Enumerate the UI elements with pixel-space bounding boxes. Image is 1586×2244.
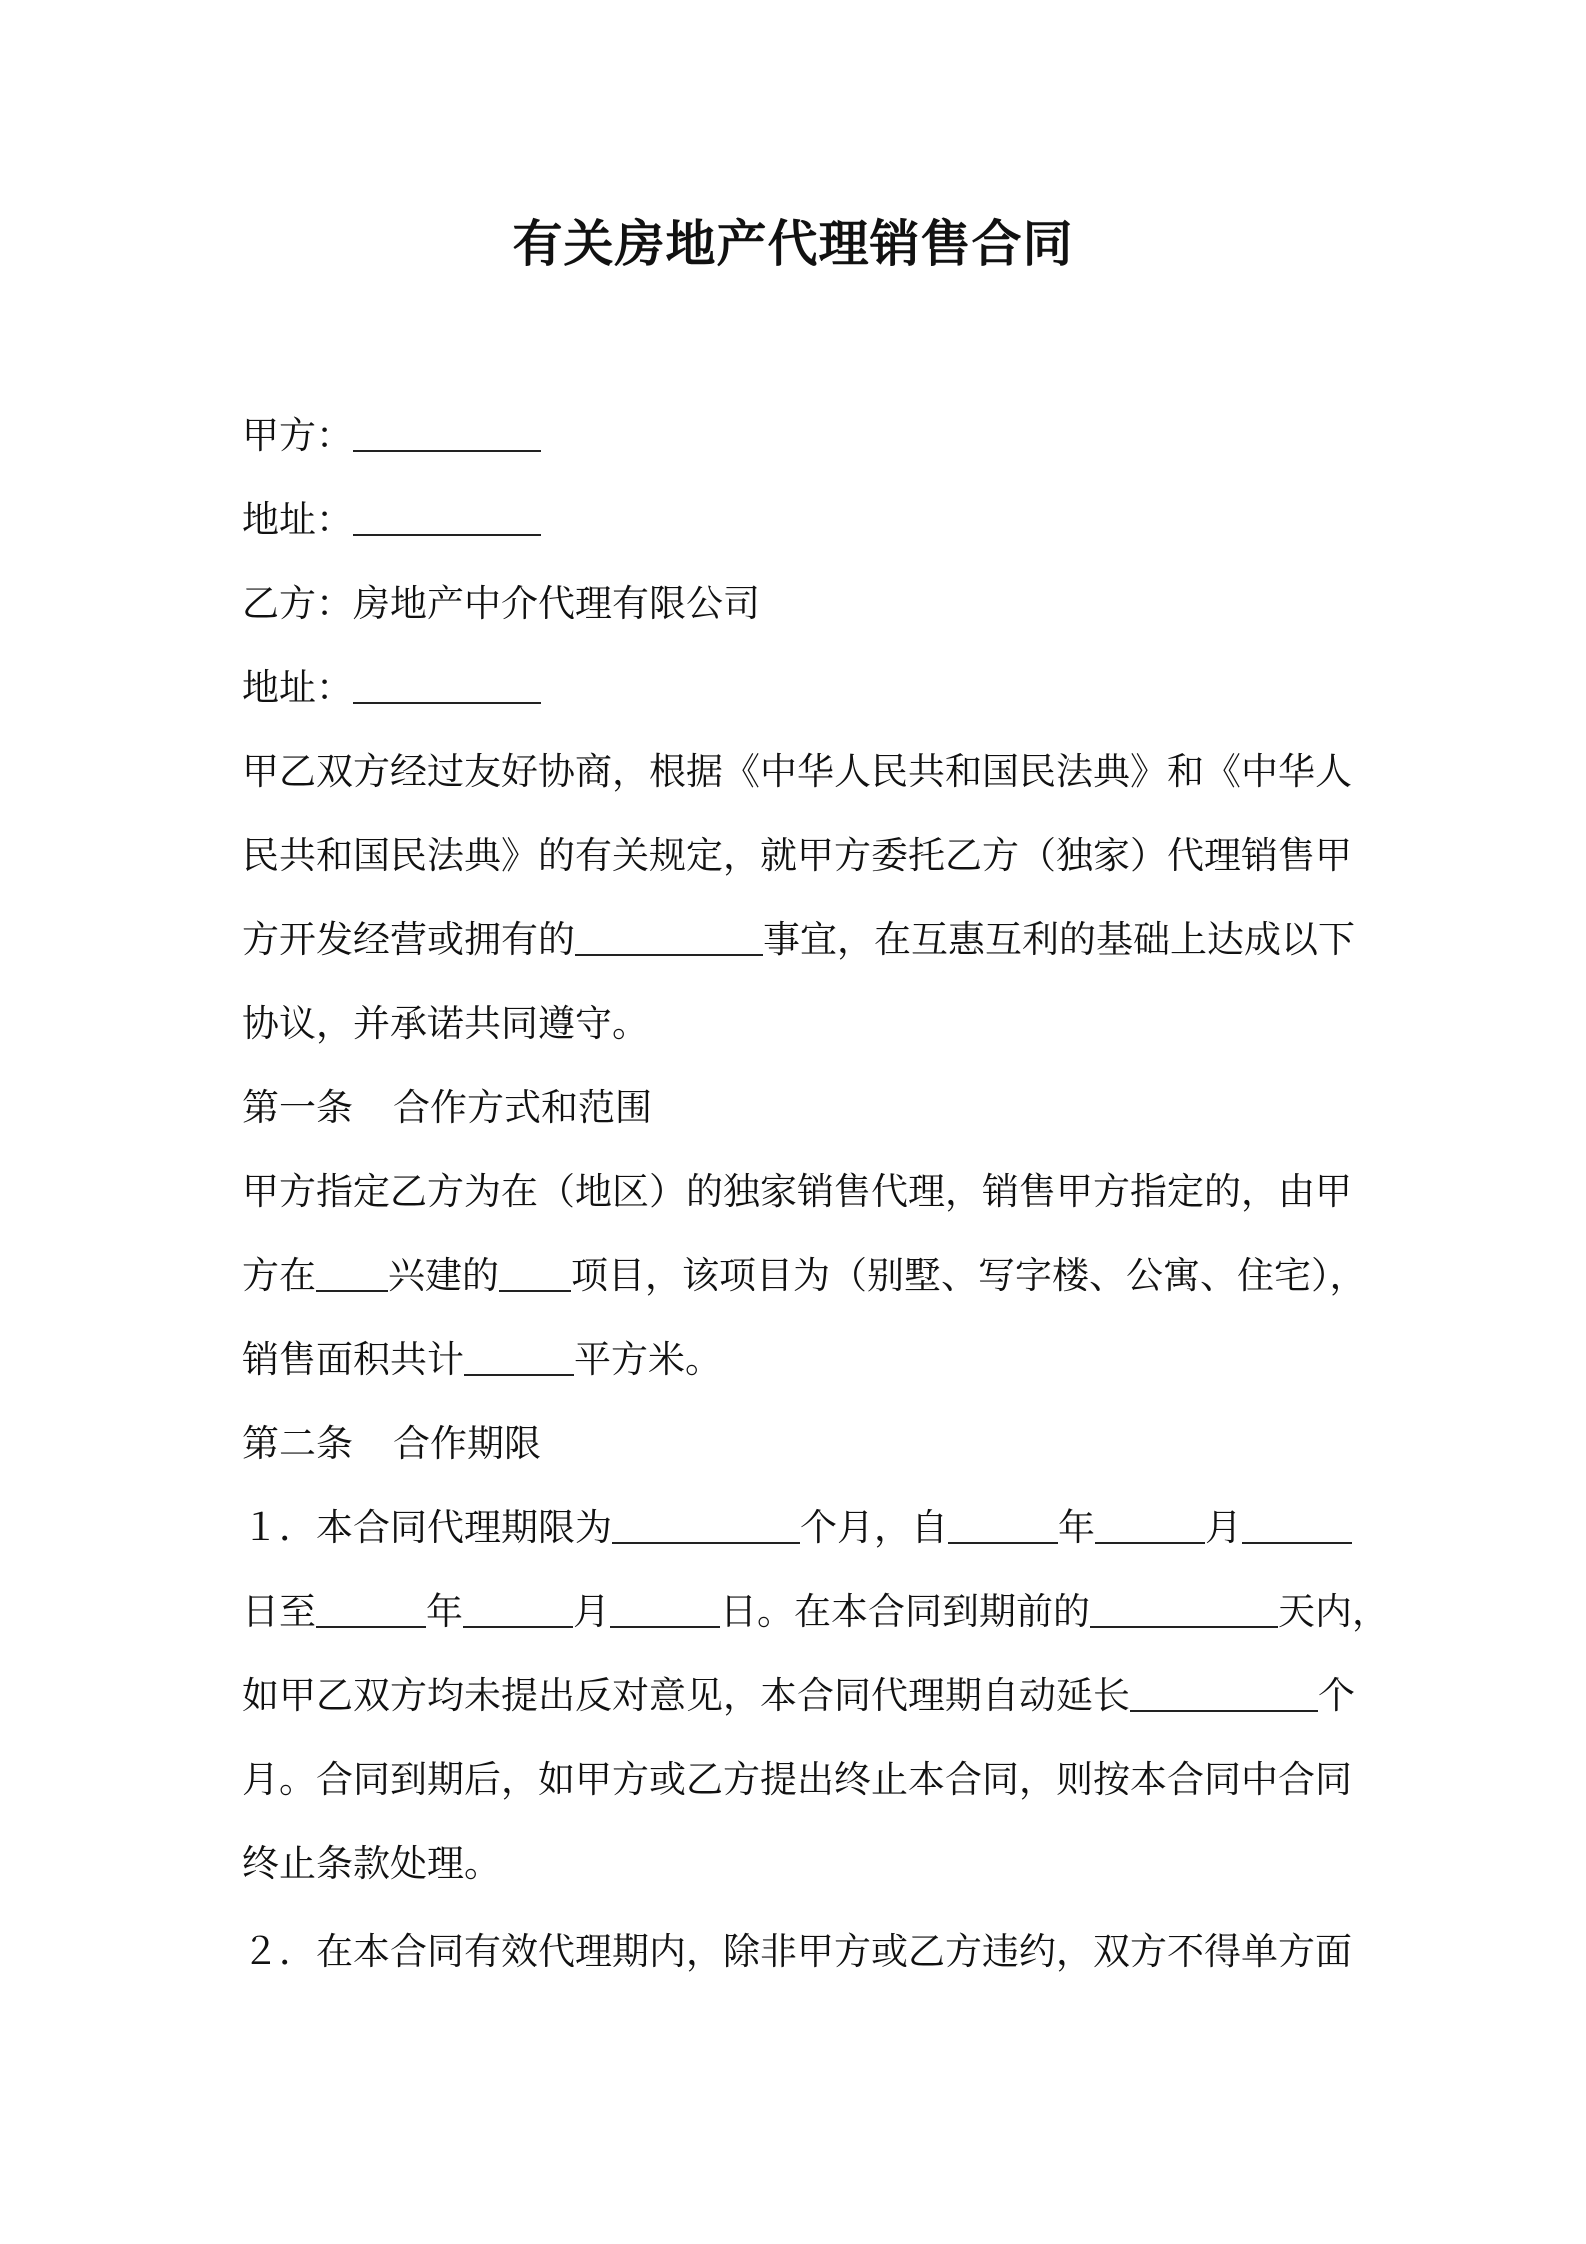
- fill-blank: [575, 919, 763, 956]
- address-line-2: [242, 662, 1352, 714]
- article-number: 第一条: [242, 1086, 353, 1129]
- text-segment: 个: [1318, 1674, 1355, 1717]
- fill-blank: [1242, 1507, 1352, 1544]
- text-segment: 年: [1058, 1506, 1095, 1549]
- article-title: 合作期限: [393, 1422, 541, 1465]
- party-a-line: [242, 410, 1352, 462]
- fill-blank: [1130, 1675, 1318, 1712]
- article-1-line: [242, 1334, 1352, 1386]
- article-2-line: [242, 1502, 1352, 1554]
- intro-line: 民共和国民法典》的有关规定，就甲方委托乙方（独家）代理销售甲: [242, 834, 1352, 877]
- article-2-line: 终止条款处理。: [242, 1842, 501, 1885]
- address-blank: [353, 667, 541, 704]
- article-1-line: [242, 1250, 1367, 1302]
- fill-blank: [316, 1591, 426, 1628]
- text-segment: 个月，自: [800, 1506, 948, 1549]
- fill-blank: [316, 1255, 388, 1292]
- text-segment: 方在: [242, 1254, 316, 1297]
- article-number: 第二条: [242, 1422, 353, 1465]
- address-label: 地址：: [242, 666, 353, 709]
- party-a-label: 甲方：: [242, 414, 353, 457]
- article-1-heading: [242, 1082, 1352, 1134]
- address-blank: [353, 499, 541, 536]
- article-2-line: ２．在本合同有效代理期内，除非甲方或乙方违约，双方不得单方面: [242, 1930, 1352, 1973]
- text-segment: 项目，该项目为（别墅、写字楼、公寓、住宅），: [571, 1254, 1367, 1297]
- text-segment: 兴建的: [388, 1254, 499, 1297]
- fill-blank: [464, 1339, 574, 1376]
- text-segment: １．本合同代理期限为: [242, 1506, 612, 1549]
- text-segment: 年: [426, 1590, 463, 1633]
- text-segment: 平方米。: [574, 1338, 722, 1381]
- fill-blank: [948, 1507, 1058, 1544]
- fill-blank: [612, 1507, 800, 1544]
- party-b-line: 乙方：房地产中介代理有限公司: [242, 582, 760, 625]
- fill-blank: [1095, 1507, 1205, 1544]
- fill-blank: [463, 1591, 573, 1628]
- text-segment: 日。在本合同到期前的: [720, 1590, 1090, 1633]
- article-2-heading: [242, 1418, 1352, 1470]
- fill-blank: [499, 1255, 571, 1292]
- document-title: 有关房地产代理销售合同: [512, 215, 1074, 273]
- article-2-line: 月。合同到期后，如甲方或乙方提出终止本合同，则按本合同中合同: [242, 1758, 1352, 1801]
- address-line-1: [242, 494, 1352, 546]
- text-segment: 日至: [242, 1590, 316, 1633]
- fill-blank: [610, 1591, 720, 1628]
- article-1-line: 甲方指定乙方为在（地区）的独家销售代理，销售甲方指定的，由甲: [242, 1170, 1352, 1213]
- address-label: 地址：: [242, 498, 353, 541]
- intro-line: 协议，并承诺共同遵守。: [242, 1002, 649, 1045]
- fill-blank: [1090, 1591, 1278, 1628]
- article-2-line: [242, 1670, 1355, 1722]
- text-segment: 月: [573, 1590, 610, 1633]
- article-2-line: [242, 1586, 1389, 1638]
- text-segment: 天内，: [1278, 1590, 1389, 1633]
- intro-line: [242, 914, 1355, 966]
- text-segment: 月: [1205, 1506, 1242, 1549]
- text-segment: 销售面积共计: [242, 1338, 464, 1381]
- text-segment: 事宜，在互惠互利的基础上达成以下: [763, 918, 1355, 961]
- intro-line: 甲乙双方经过友好协商，根据《中华人民共和国民法典》和《中华人: [242, 750, 1352, 793]
- text-segment: 如甲乙双方均未提出反对意见，本合同代理期自动延长: [242, 1674, 1130, 1717]
- text-segment: 方开发经营或拥有的: [242, 918, 575, 961]
- party-a-blank: [353, 415, 541, 452]
- article-title: 合作方式和范围: [393, 1086, 652, 1129]
